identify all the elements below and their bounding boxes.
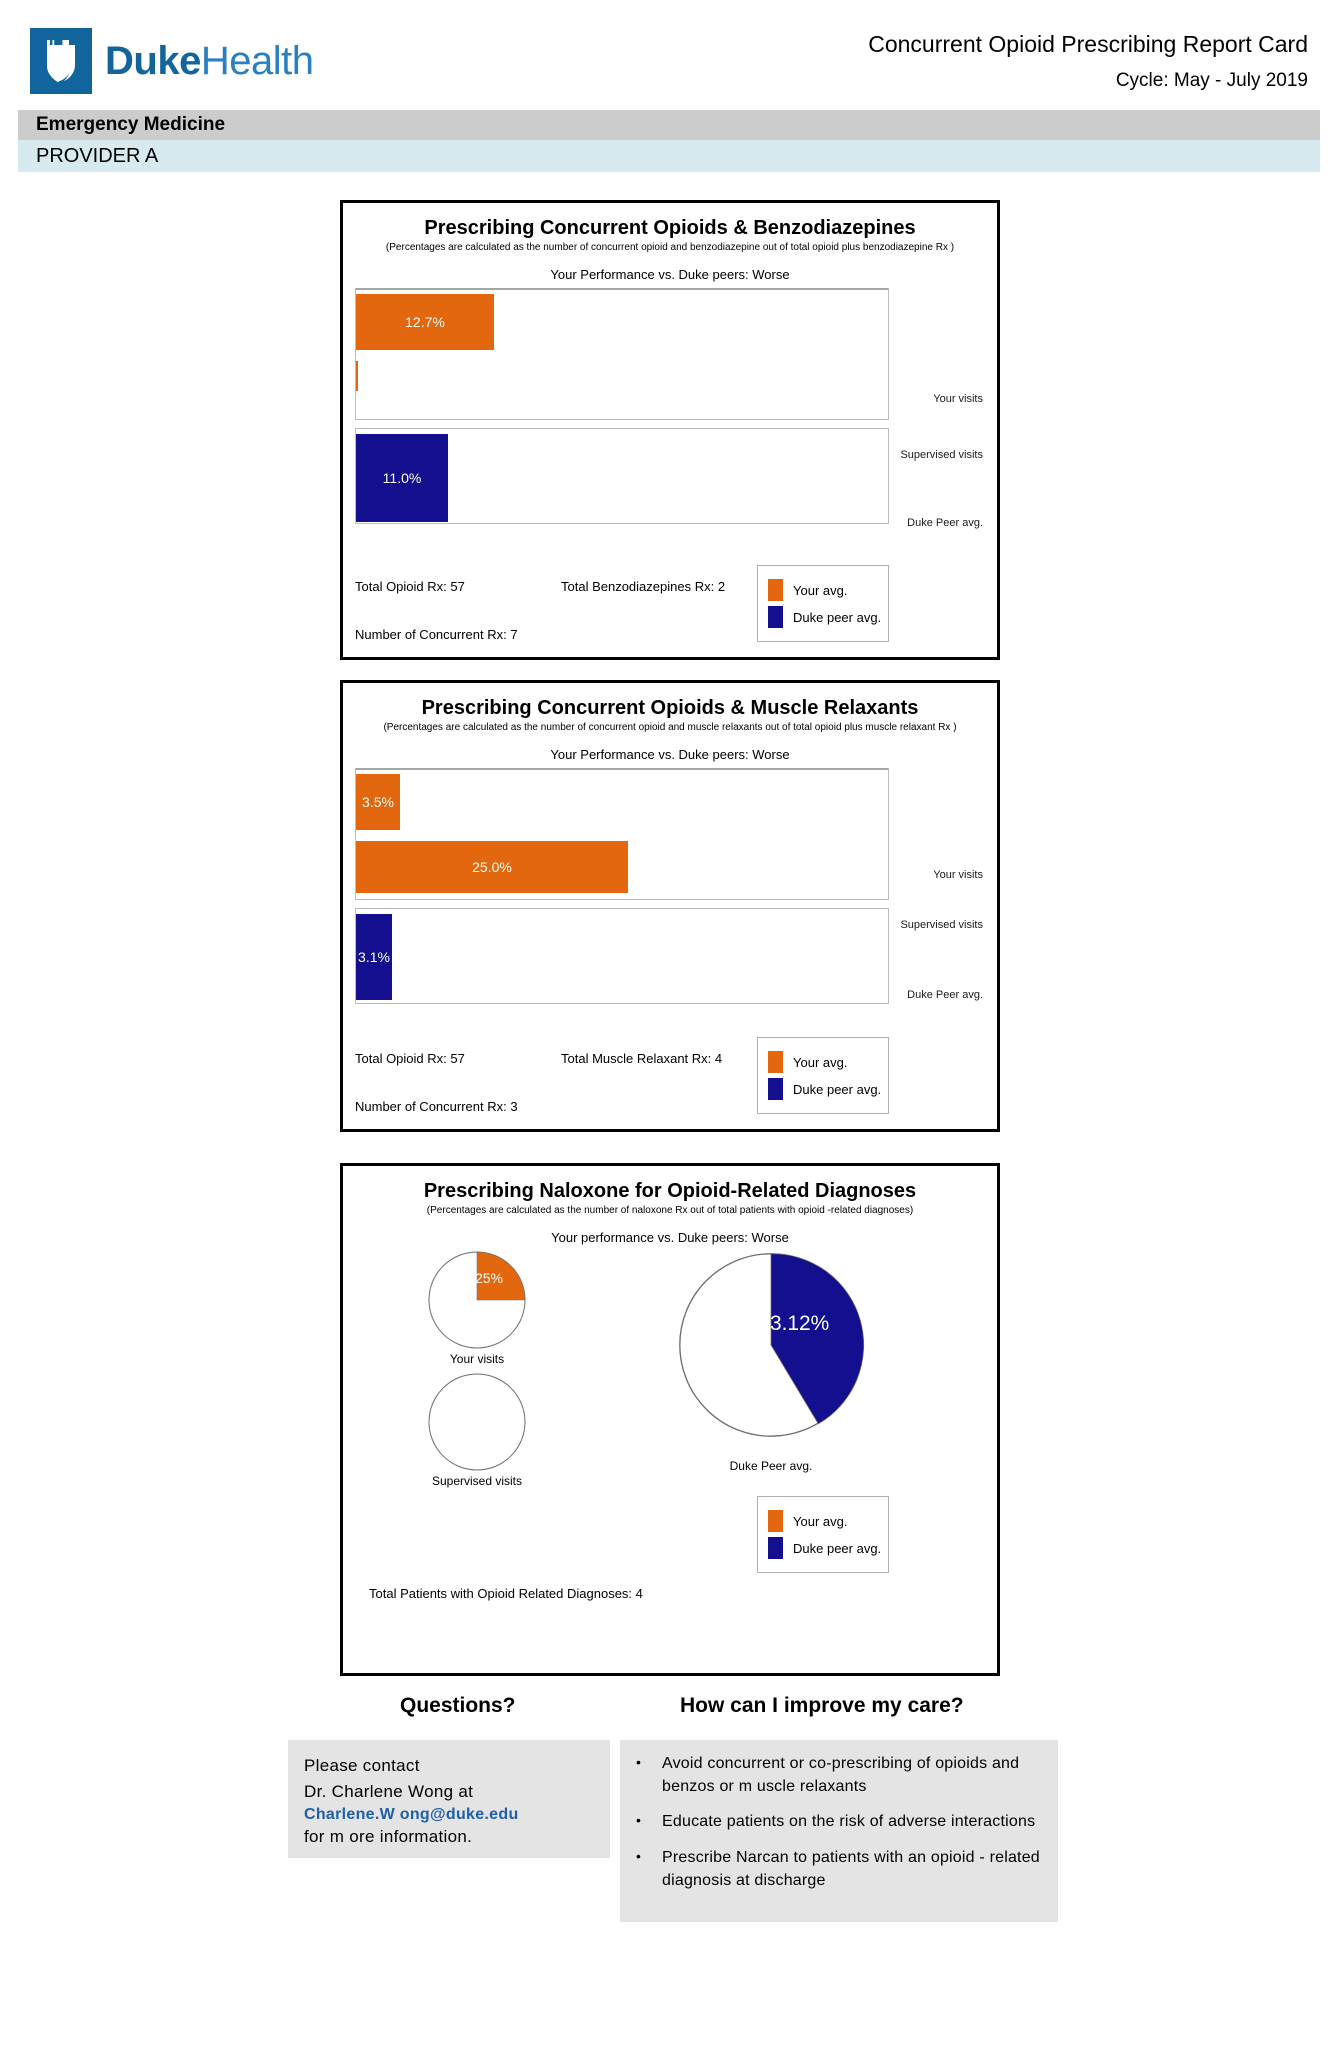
plot-duke-peer-avg bbox=[355, 428, 889, 524]
category-label-supervised-visits: Supervised visits bbox=[900, 449, 983, 461]
plot-duke-peer-avg bbox=[355, 908, 889, 1004]
bar-your-visits bbox=[356, 294, 494, 350]
stat-number-concurrent-rx: Number of Concurrent Rx: 3 bbox=[355, 1099, 518, 1114]
stat-total-opioid-rx: Total Opioid Rx: 57 bbox=[355, 579, 465, 594]
bar-duke-peer-avg bbox=[356, 914, 392, 1000]
pie-supervised-visits bbox=[427, 1372, 527, 1472]
legend-swatch-icon bbox=[768, 1051, 783, 1073]
legend-label: Duke peer avg. bbox=[793, 1540, 882, 1556]
pie-value-label: 25% bbox=[474, 1270, 504, 1286]
chart-legend bbox=[757, 565, 889, 642]
chart-title: Prescribing Naloxone for Opioid-Related Diagnoses bbox=[423, 1180, 917, 1202]
legend-item-duke-peer-avg bbox=[768, 1078, 882, 1100]
stat-total-opioid-rx: Total Opioid Rx: 57 bbox=[355, 1051, 465, 1066]
pie-duke-peer-avg bbox=[676, 1250, 866, 1440]
duke-health-logo bbox=[30, 28, 313, 94]
legend-swatch-icon bbox=[768, 1510, 783, 1532]
logo-wordmark bbox=[105, 41, 313, 81]
list-item bbox=[636, 1753, 1044, 1798]
provider-bar bbox=[18, 140, 1320, 172]
duke-shield-icon bbox=[30, 28, 92, 94]
pie-label-your-visits: Your visits bbox=[449, 1352, 505, 1366]
performance-statement: Your Performance vs. Duke peers: Worse bbox=[550, 267, 790, 282]
category-label-supervised-visits: Supervised visits bbox=[900, 919, 983, 931]
header-titles bbox=[868, 30, 1308, 92]
legend-label: Duke peer avg. bbox=[793, 1081, 882, 1097]
chart-panel-muscle-relaxants bbox=[340, 680, 1000, 1132]
bar-value-label: 11.0% bbox=[382, 470, 422, 486]
stat-number-concurrent-rx: Number of Concurrent Rx: 7 bbox=[355, 627, 518, 642]
improve-heading: How can I improve my care? bbox=[680, 1694, 964, 1717]
legend-swatch-icon bbox=[768, 1078, 783, 1100]
department-bar bbox=[18, 110, 1320, 140]
bar-value-label: 3.1% bbox=[358, 949, 390, 965]
performance-statement: Your performance vs. Duke peers: Worse bbox=[551, 1230, 789, 1245]
legend-swatch-icon bbox=[768, 606, 783, 628]
category-label-your-visits: Your visits bbox=[933, 869, 983, 881]
pie-value-label: 33.12% bbox=[758, 1311, 830, 1335]
legend-item-your-avg bbox=[768, 579, 876, 601]
legend-item-your-avg bbox=[768, 1510, 876, 1532]
category-label-duke-peer-avg: Duke Peer avg. bbox=[907, 989, 983, 1001]
tip-text: Prescribe Narcan to patients with an opioid - related diagnosis at discharge bbox=[662, 1849, 1040, 1889]
bar-value-label: 12.7% bbox=[405, 314, 445, 330]
pie-label-supervised-visits: Supervised visits bbox=[431, 1474, 523, 1488]
category-label-your-visits: Your visits bbox=[933, 393, 983, 405]
report-cycle: Cycle: May - July 2019 bbox=[1115, 69, 1308, 91]
list-item bbox=[636, 1811, 1044, 1834]
chart-subtitle: (Percentages are calculated as the number of concurrent opioid and benzodiazepine out of total opioid plus benzodiazepine Rx ) bbox=[385, 242, 955, 253]
provider-label: PROVIDER A bbox=[36, 144, 159, 167]
list-item bbox=[636, 1847, 1044, 1892]
stat-total-benzodiazepines-rx: Total Benzodiazepines Rx: 2 bbox=[561, 579, 726, 594]
bullet-icon: • bbox=[636, 1848, 642, 1865]
logo-word-health: Health bbox=[200, 39, 314, 83]
pie-label-duke-peer-avg: Duke Peer avg. bbox=[729, 1459, 813, 1473]
chart-subtitle: (Percentages are calculated as the number of concurrent opioid and muscle relaxants out of total opioid plus muscle relaxant Rx ) bbox=[383, 722, 957, 733]
contact-line-2: Dr. Charlene Wong at bbox=[304, 1782, 474, 1802]
contact-line-3: for m ore information. bbox=[304, 1826, 473, 1846]
chart-legend bbox=[757, 1037, 889, 1114]
legend-label: Your avg. bbox=[793, 582, 848, 598]
chart-title: Prescribing Concurrent Opioids & Muscle Relaxants bbox=[421, 697, 919, 719]
page-header bbox=[0, 0, 1338, 110]
chart-title: Prescribing Concurrent Opioids & Benzodiazepines bbox=[424, 217, 916, 239]
plot-your-and-supervised bbox=[355, 288, 889, 420]
tip-text: Educate patients on the risk of adverse interactions bbox=[662, 1813, 1036, 1831]
contact-line-1: Please contact bbox=[304, 1756, 420, 1775]
legend-label: Duke peer avg. bbox=[793, 609, 882, 625]
legend-item-duke-peer-avg bbox=[768, 606, 882, 628]
legend-item-duke-peer-avg bbox=[768, 1537, 882, 1559]
bar-row-your-visits bbox=[356, 290, 888, 355]
tip-text: Avoid concurrent or co-prescribing of opioids and benzos or m uscle relaxants bbox=[662, 1755, 1020, 1795]
chart-legend bbox=[757, 1496, 889, 1573]
legend-item-your-avg bbox=[768, 1051, 876, 1073]
chart-panel-naloxone bbox=[340, 1163, 1000, 1676]
performance-statement: Your Performance vs. Duke peers: Worse bbox=[550, 747, 790, 762]
bar-row-supervised-visits bbox=[356, 355, 888, 420]
bar-row-supervised-visits bbox=[356, 835, 888, 900]
department-label: Emergency Medicine bbox=[36, 114, 226, 135]
chart-panel-benzodiazepines bbox=[340, 200, 1000, 660]
bar-value-label: 25.0% bbox=[472, 858, 512, 875]
legend-label: Your avg. bbox=[793, 1513, 848, 1529]
legend-swatch-icon bbox=[768, 1537, 783, 1559]
stat-total-muscle-relaxant-rx: Total Muscle Relaxant Rx: 4 bbox=[561, 1051, 723, 1066]
category-label-duke-peer-avg: Duke Peer avg. bbox=[907, 517, 983, 529]
chart-subtitle: (Percentages are calculated as the number of naloxone Rx out of total patients with opioid -related diagnoses) bbox=[426, 1205, 914, 1216]
bullet-icon: • bbox=[636, 1754, 642, 1770]
contact-email-link[interactable]: Charlene.W ong@duke.edu bbox=[304, 1805, 519, 1823]
bar-value-label: 3.5% bbox=[362, 794, 394, 810]
bar-row-your-visits bbox=[356, 770, 888, 835]
plot-your-and-supervised bbox=[355, 768, 889, 900]
pie-your-visits bbox=[427, 1250, 527, 1350]
bar-duke-peer-avg bbox=[356, 434, 448, 522]
legend-swatch-icon bbox=[768, 579, 783, 601]
bar-supervised-visits bbox=[356, 361, 358, 391]
bar-your-visits bbox=[356, 774, 400, 830]
page-title: Concurrent Opioid Prescribing Report Card bbox=[868, 31, 1308, 57]
bullet-icon: • bbox=[636, 1812, 642, 1829]
questions-heading: Questions? bbox=[400, 1694, 516, 1717]
contact-box bbox=[288, 1740, 610, 1858]
stat-total-patients-opioid-diagnoses: Total Patients with Opioid Related Diagnoses: 4 bbox=[369, 1586, 643, 1601]
bar-supervised-visits bbox=[356, 841, 628, 893]
legend-label: Your avg. bbox=[793, 1054, 848, 1070]
improve-tips-box bbox=[620, 1740, 1058, 1922]
logo-word-duke: Duke bbox=[105, 39, 201, 83]
